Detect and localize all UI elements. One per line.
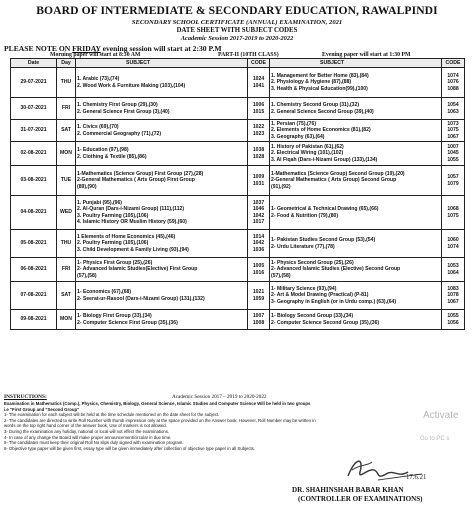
evening-codes-line: 1054 <box>447 102 459 109</box>
morning-subjects-line: 2. Wood Work & Furniture Making (103),(104) <box>77 82 186 89</box>
evening-codes-line: 1007 <box>447 144 459 151</box>
morning-codes <box>248 68 270 98</box>
morning-subjects <box>76 196 248 230</box>
evening-codes-line: 1083 <box>447 286 459 293</box>
evening-subjects-line: 2. Physiology & Hygiene (87),(88) <box>271 79 352 86</box>
morning-subjects-line: 2. Clothing & Textile (85),(86) <box>77 153 147 160</box>
evening-codes-line: 1060 <box>447 237 459 244</box>
morning-codes <box>248 98 270 120</box>
morning-codes-line: 1017 <box>252 218 265 225</box>
morning-subjects-line: 2. General Science First Group (3),(40) <box>77 108 170 115</box>
exam-date: 30-07-2021 <box>11 98 57 120</box>
evening-codes-line: 1075 <box>447 127 459 134</box>
exam-date: 03-08-2021 <box>11 166 57 196</box>
instructions-session: Academic Session 2017 – 2019 to 2020-2022 <box>172 394 267 400</box>
col-evening-subject: SUBJECT <box>270 59 442 68</box>
morning-codes <box>248 142 270 166</box>
morning-codes <box>248 166 270 196</box>
evening-subjects-line: 2. General Science Second Group (39),(40) <box>271 108 374 115</box>
instruction-line: Examination in Mathematics (Comp.), Physics, Chemistry, Biology, General Science, Islamic Studies and Computer Science Will be held in two groups <box>4 401 311 406</box>
evening-codes-line: 1076 <box>447 79 459 86</box>
morning-subjects-line: 2. Poultry Farming (105),(106) <box>77 240 149 247</box>
evening-codes <box>442 258 465 282</box>
col-day: Day <box>57 59 76 68</box>
schedule-row <box>11 98 465 120</box>
evening-subjects-line: 2- Advanced Islamic Studies (Elective) Second Group <box>271 266 401 273</box>
morning-codes <box>248 282 270 310</box>
evening-codes <box>442 142 465 166</box>
instruction-line: 4- In case of any change the Board will make proper announcement/circular in due time. <box>4 434 172 440</box>
col-evening-code: CODE <box>442 59 465 68</box>
instruction-line: words on the top right hand corner of the answer book, Use of markers is not allowed. <box>4 423 167 429</box>
evening-subjects <box>270 166 442 196</box>
evening-codes-line: 1055 <box>447 156 459 163</box>
part-label: PART-II (10TH CLASS) <box>218 52 279 58</box>
morning-subjects-line: 2- Advanced Islamic Studies(Elective) First Group <box>77 266 198 273</box>
morning-subjects <box>76 230 248 258</box>
morning-codes-line: 1023 <box>252 130 265 137</box>
exam-day: FRI <box>57 258 76 282</box>
windows-activation-hint: Go to PC s <box>420 436 450 442</box>
evening-subjects-line: 1. Persian (75),(76) <box>271 121 317 128</box>
evening-subjects-line: 1. Chemistry Second Group (31),(32) <box>271 102 360 109</box>
evening-codes-line: 1074 <box>447 73 459 80</box>
evening-codes-line: 1074 <box>447 243 459 250</box>
morning-subjects-line: 2- Seerat-ur-Rasool (Dars-i-Nizami Group) (131),(132) <box>77 295 205 302</box>
evening-codes-line: 1045 <box>447 150 459 157</box>
morning-codes-line: 1021 <box>252 289 265 296</box>
exam-date: 09-08-2021 <box>11 310 57 330</box>
morning-subjects-line: 1- Education (97),(98) <box>77 147 129 154</box>
schedule-row <box>11 282 465 310</box>
morning-codes-line: 1024 <box>252 76 265 83</box>
evening-codes-line: 1068 <box>447 206 459 213</box>
morning-subjects-line: 2. Commercial Geography (71),(72) <box>77 130 162 137</box>
exam-day: SAT <box>57 282 76 310</box>
instruction-line: 6- Objective type paper will be given first, essay type will be given immediately after collection of objective type paper in all Subjects. <box>4 445 256 451</box>
evening-subjects <box>270 142 442 166</box>
evening-subjects <box>270 258 442 282</box>
schedule-row <box>11 68 465 98</box>
morning-codes <box>248 310 270 330</box>
academic-session: Academic Session 2017-2019 to 2020-2022 <box>180 35 294 42</box>
morning-subjects-line: 3. Child Development & Family Living (93),(94) <box>77 246 189 253</box>
exam-day: FRI <box>57 98 76 120</box>
morning-subjects-line: 2-General Mathematics ( Arts Group) First Group <box>77 177 195 184</box>
exam-date: 31-07-2021 <box>11 120 57 142</box>
evening-subjects-line: 1-Mathematics (Science Group) Second Group (19),(20) <box>271 171 405 178</box>
evening-subjects-line: 2. Elements of Home Economics (81),(82) <box>271 127 371 134</box>
morning-subjects-line: (89),(90) <box>77 183 97 190</box>
exam-day: SAT <box>57 120 76 142</box>
instruction-line: 2- The candidates are directed to write Roll Number with thumb impression only at the space provided on the Answer book. However, Roll Number may be written in <box>4 417 316 423</box>
evening-subjects-line: 1- Biology Second Group (33),(34) <box>271 313 354 320</box>
morning-subjects <box>76 166 248 196</box>
evening-subjects <box>270 282 442 310</box>
morning-codes-line: 1041 <box>252 82 265 89</box>
windows-activation-watermark: Activate <box>423 410 459 421</box>
evening-subjects-line: 1- Pakistan Studies Second Group (53),(54) <box>271 237 376 244</box>
morning-codes <box>248 120 270 142</box>
morning-subjects-line: 1. Chemistry First Group (29),(30) <box>77 102 158 109</box>
evening-subjects-line: 2. Electrical Wiring (101),(102) <box>271 150 344 157</box>
morning-codes-line: 1037 <box>252 200 265 207</box>
morning-subjects-line: 1- Biology First Group (33),(34) <box>77 313 152 320</box>
morning-subjects-line: 1- Physics First Group (25),(26) <box>77 260 153 267</box>
morning-subjects-line: 1-Mathematics (Science Group) First Group (27),(28) <box>77 171 204 178</box>
evening-subjects <box>270 68 442 98</box>
morning-shift-note: Morning paper will start at 8:30 AM <box>50 52 141 58</box>
evening-codes <box>442 196 465 230</box>
morning-codes-line: 1015 <box>252 108 265 115</box>
morning-codes <box>248 196 270 230</box>
exam-date: 07-08-2021 <box>11 282 57 310</box>
exam-day: MON <box>57 310 76 330</box>
evening-subjects-line: 1. Management for Better Home (83),(84) <box>271 73 369 80</box>
evening-codes-line: 1057 <box>447 174 459 181</box>
morning-subjects-line: 4. Islamic History OR Muslim History (59),(60) <box>77 218 187 225</box>
col-morning-subject: SUBJECT <box>76 59 248 68</box>
morning-codes-line: 1028 <box>252 153 265 160</box>
exam-day: THU <box>57 230 76 258</box>
evening-codes-line: 1063 <box>447 108 459 115</box>
evening-subjects-line: 3. Geography (63),(64) <box>271 133 325 140</box>
evening-codes-line: 1088 <box>447 85 459 92</box>
schedule-row <box>11 166 465 196</box>
evening-codes-line: 1078 <box>447 292 459 299</box>
morning-codes-line: 1007 <box>252 313 265 320</box>
schedule-row <box>11 120 465 142</box>
morning-codes-line: 1042 <box>252 212 265 219</box>
morning-codes-line: 1016 <box>252 269 265 276</box>
morning-codes-line: 1046 <box>252 206 265 213</box>
evening-subjects-line: (57),(58) <box>271 272 291 279</box>
board-title: BOARD OF INTERMEDIATE & SECONDARY EDUCATION, RAWALPINDI <box>36 4 438 17</box>
morning-subjects-line: 1. Civics (69),(70) <box>77 124 119 131</box>
evening-codes <box>442 68 465 98</box>
morning-codes-line: 1059 <box>252 295 265 302</box>
evening-subjects-line: 2- Art & Model Drawing (Practical) (P-81) <box>271 292 369 299</box>
friday-notice: PLEASE NOTE ON FRIDAY evening session will start at 2:30 P.M <box>4 44 222 53</box>
instruction-line: 5- The candidates must keep their original Roll No slips duly signed with examination program. <box>4 440 184 446</box>
evening-subjects-line: 1- Physics Second Group (25),(26) <box>271 260 354 267</box>
evening-shift-note: Evening paper will start at 1:30 PM <box>322 52 411 58</box>
evening-subjects <box>270 310 442 330</box>
exam-date: 06-08-2021 <box>11 258 57 282</box>
morning-subjects <box>76 258 248 282</box>
evening-codes-line: 1067 <box>447 133 459 140</box>
evening-codes <box>442 98 465 120</box>
col-morning-code: CODE <box>248 59 270 68</box>
morning-subjects-line: 1. Arabic (73),(74) <box>77 76 120 83</box>
evening-codes-line: 1073 <box>447 121 459 128</box>
schedule-row <box>11 142 465 166</box>
schedule-row <box>11 230 465 258</box>
evening-subjects-line: 2-General Mathematics ( Arts Group) Second Group <box>271 177 397 184</box>
morning-codes-line: 1014 <box>252 234 265 241</box>
instructions-list <box>4 401 470 451</box>
evening-subjects-line: 3. Health & Physical Education(99),(100) <box>271 85 368 92</box>
morning-subjects <box>76 310 248 330</box>
evening-codes-line: 1064 <box>447 269 459 276</box>
morning-codes-line: 1005 <box>252 263 265 270</box>
morning-codes-line: 1031 <box>252 180 265 187</box>
controller-title: (CONTROLLER OF EXAMINATIONS) <box>298 495 423 503</box>
evening-codes-line: 1079 <box>447 180 459 187</box>
instruction-line: 3- During the examination any holiday, national or local will not effect the examinations. <box>4 428 170 434</box>
schedule-row <box>11 310 465 330</box>
morning-codes-line: 1022 <box>252 124 265 131</box>
evening-codes-line: 1067 <box>447 298 459 305</box>
morning-subjects <box>76 142 248 166</box>
morning-subjects <box>76 68 248 98</box>
evening-codes-line: 1056 <box>447 319 459 326</box>
evening-subjects-line: 2- Food & Nutrition (79),(80) <box>271 212 339 219</box>
evening-subjects-line: 2- Urdu Literature (77),(78) <box>271 243 335 250</box>
exam-date: 29-07-2021 <box>11 68 57 98</box>
evening-subjects-line: 1. History of Pakistan (61),(62) <box>271 144 344 151</box>
evening-codes <box>442 230 465 258</box>
evening-codes-line: 1075 <box>447 212 459 219</box>
evening-subjects <box>270 98 442 120</box>
evening-subjects-line: 3- Geography in English (or in Urdu comp.) (63),(64) <box>271 298 397 305</box>
exam-date: 02-08-2021 <box>11 142 57 166</box>
datesheet-title: DATE SHEET WITH SUBJECT CODES <box>176 27 298 34</box>
exam-day: WED <box>57 196 76 230</box>
evening-codes-line: 1055 <box>447 313 459 320</box>
morning-subjects-line: 2- Computer Science First Group (35),(36) <box>77 319 178 326</box>
evening-codes <box>442 120 465 142</box>
schedule-row <box>11 258 465 282</box>
morning-codes <box>248 258 270 282</box>
morning-subjects-line: 1. Punjabi (95),(96) <box>77 200 123 207</box>
col-date: Date <box>11 59 57 68</box>
exam-title: SECONDARY SCHOOL CERTIFICATE (ANNUAL) EXAMINATION, 2021 <box>131 19 343 26</box>
morning-codes-line: 1036 <box>252 246 265 253</box>
instruction-line: i.e "First Group and "Second Group" <box>4 406 80 412</box>
date-sheet-table <box>10 58 465 330</box>
exam-day: THU <box>57 68 76 98</box>
evening-subjects <box>270 196 442 230</box>
morning-subjects-line: 1 Elements of Home Economics (45),(46) <box>77 234 176 241</box>
evening-subjects-line: 1- Geometrical & Technical Drawing (65),(66) <box>271 206 379 213</box>
morning-codes-line: 1008 <box>252 319 265 326</box>
morning-subjects <box>76 98 248 120</box>
table-header-row <box>11 59 465 68</box>
evening-subjects-line: 2- Computer Science Second Group (35),(36) <box>271 319 380 326</box>
controller-signature <box>338 450 430 490</box>
evening-subjects-line: (91),(92) <box>271 183 291 190</box>
morning-subjects <box>76 120 248 142</box>
schedule-row <box>11 196 465 230</box>
morning-codes-line: 1038 <box>252 147 265 154</box>
instruction-line: 1- The examination for each subject will be held at the time schedule mentioned on the date sheet for the subject. <box>4 412 220 418</box>
exam-date: 05-08-2021 <box>11 230 57 258</box>
morning-codes-line: 1006 <box>252 102 265 109</box>
exam-day: MON <box>57 142 76 166</box>
morning-codes-line: 1042 <box>252 240 265 247</box>
evening-subjects <box>270 120 442 142</box>
morning-subjects-line: 3. Poultry Farming (105),(106) <box>77 212 149 219</box>
evening-codes <box>442 166 465 196</box>
instructions-title: INSTRUCTIONS: <box>4 394 47 400</box>
evening-subjects-line: 3. Al Fiqah (Dars-i-Nizami Group) (133),(134) <box>271 156 378 163</box>
morning-subjects-line: (57),(58) <box>77 272 97 279</box>
evening-subjects-line: 1- Military Science (93),(94) <box>271 286 337 293</box>
controller-name: DR. SHAHINSHAH BABAR KHAN <box>292 486 404 494</box>
evening-codes <box>442 310 465 330</box>
morning-subjects-line: 2. Al-Quran (Dars-i-Nizami Group) (111),(112) <box>77 206 185 213</box>
morning-subjects <box>76 282 248 310</box>
evening-codes-line: 1053 <box>447 263 459 270</box>
exam-date: 04-08-2021 <box>11 196 57 230</box>
morning-subjects-line: 1- Economics (67),(68) <box>77 289 132 296</box>
morning-codes <box>248 230 270 258</box>
morning-codes-line: 1009 <box>252 174 265 181</box>
signature-date: 17.6.21 <box>406 474 427 481</box>
evening-subjects <box>270 230 442 258</box>
exam-day: TUE <box>57 166 76 196</box>
evening-codes <box>442 282 465 310</box>
